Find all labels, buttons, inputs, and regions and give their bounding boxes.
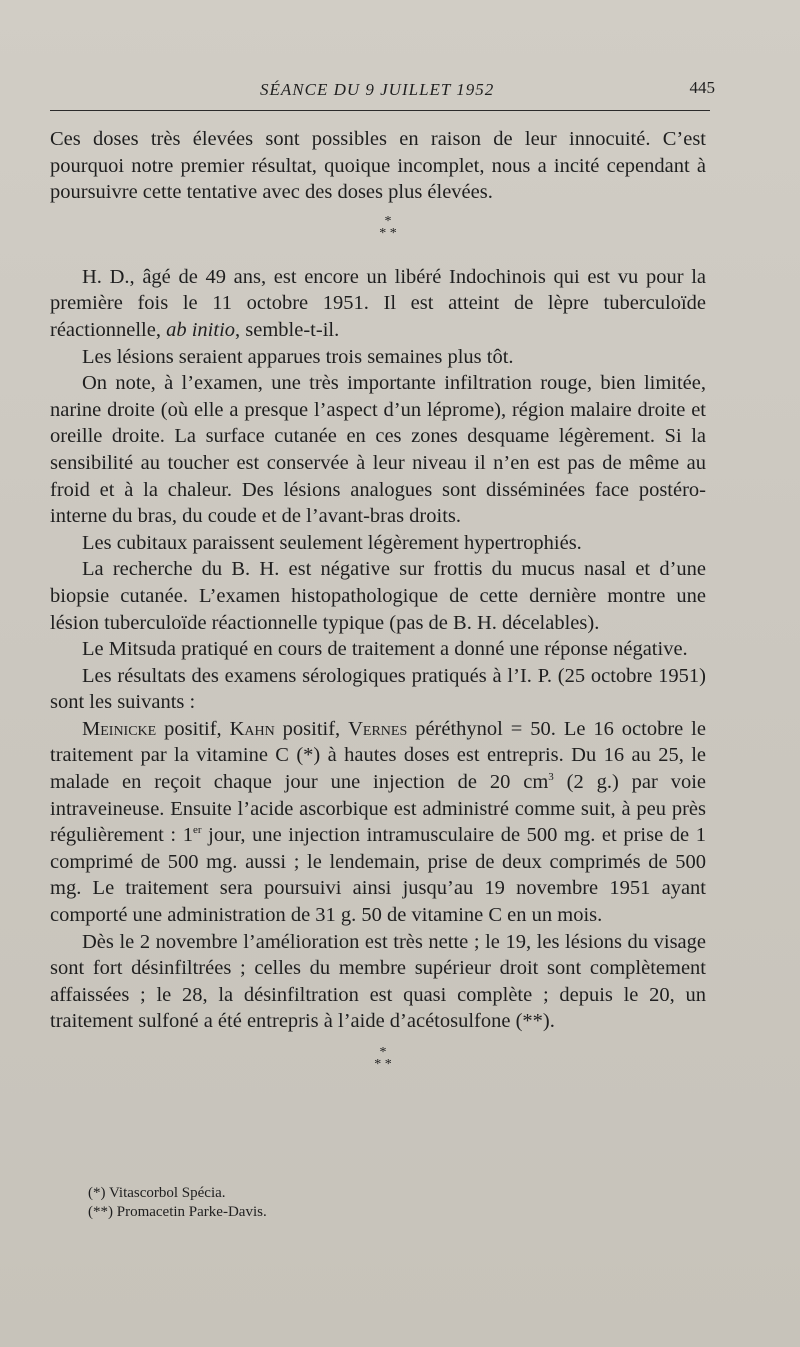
meinicke-term: Meinicke — [82, 717, 157, 740]
paragraph-9: Meinicke positif, Kahn positif, Vernes péréthynol = 50. Le 16 octobre le traitement par la vitamine C (*) à hautes doses est entrepris. Du 16 au 25, le malade en reçoit chaque jour une injection de 20 $cm^3$ (2 g.) par voie intraveineuse. Ensuite l’acide ascorbique est administré comme suit, à peu près régulièrement : 1er jour, une injection intramusculaire de 500 mg. et prise de 1 comprimé de 500 mg. aussi ; le lendemain, prise de deux comprimés de 500 mg. Le traitement sera poursuivi ainsi jusqu’au 19 novembre 1951 ayant comporté une administration de 31 g. 50 de vitamine C en un mois. — [50, 717, 707, 927]
section-asterism: * * * — [379, 213, 397, 241]
paragraph-5: Les cubitaux paraissent seulement légèrement hypertrophiés. — [82, 531, 582, 554]
paragraph-3: Les lésions seraient apparues trois semaines plus tôt. — [82, 345, 514, 368]
paragraph-10: Dès le 2 novembre l’amélioration est très nette ; le 19, les lésions du visage sont fort désinfiltrées ; celles du membre supérieur droit sont complètement affaissées ; le 28, la désinfiltration est quasi complète ; depuis le 20, un traitement sulfoné a été entrepris à l’aide d’acétosulfone (**). — [50, 930, 706, 1033]
footnote-1: (*) Vitascorbol Spécia. — [88, 1185, 226, 1201]
page-header — [50, 70, 715, 118]
paragraph-2: H. D., âgé de 49 ans, est encore un libéré Indochinois qui est vu pour la première fois le 11 octobre 1951. Il est atteint de lèpre tuberculoïde réactionnelle, ab initio, semble-t-il. — [50, 265, 706, 341]
paragraph-4: On note, à l’examen, une très importante infiltration rouge, bien limitée, narine droite (où elle a presque l’aspect d’un léprome), région malaire droite et oreille droite. La surface cutanée en ces zones desquame légèrement. Si la sensibilité au toucher est conservée à leur niveau il n’en est pas de même au froid et à la chaleur. Des lésions analogues sont disséminées face postéro-interne du bras, du coude et de l’avant-bras droits. — [50, 372, 706, 528]
running-head: SÉANCE DU 9 JUILLET 1952 — [260, 80, 495, 99]
paragraph-8: Les résultats des examens sérologiques pratiqués à l’I. P. (25 octobre 1951) sont les suivants : — [50, 664, 706, 714]
closing-asterism: * * * — [374, 1045, 392, 1072]
header-rule — [50, 110, 710, 111]
footnote-2: (**) Promacetin Parke-Davis. — [88, 1204, 267, 1220]
vernes-term: Vernes — [348, 717, 408, 740]
paragraph-1: Ces doses très élevées sont possibles en raison de leur innocuité. C’est pourquoi notre premier résultat, quoique incomplet, nous a incité cependant à poursuivre cette tentative avec des doses plus élevées. — [50, 128, 706, 204]
paragraph-6: La recherche du B. H. est négative sur frottis du mucus nasal et d’une biopsie cutanée. L’examen histopathologique de cette dernière montre une lésion tuberculoïde réactionnelle typique (pas de B. H. décelables). — [50, 558, 706, 634]
kahn-term: Kahn — [229, 717, 275, 740]
body-text — [50, 126, 706, 1081]
page-number: 445 — [689, 78, 715, 97]
footnotes — [88, 1184, 267, 1222]
latin-phrase: ab initio — [166, 318, 236, 341]
paragraph-7: Le Mitsuda pratiqué en cours de traitement a donné une réponse négative. — [82, 638, 688, 661]
